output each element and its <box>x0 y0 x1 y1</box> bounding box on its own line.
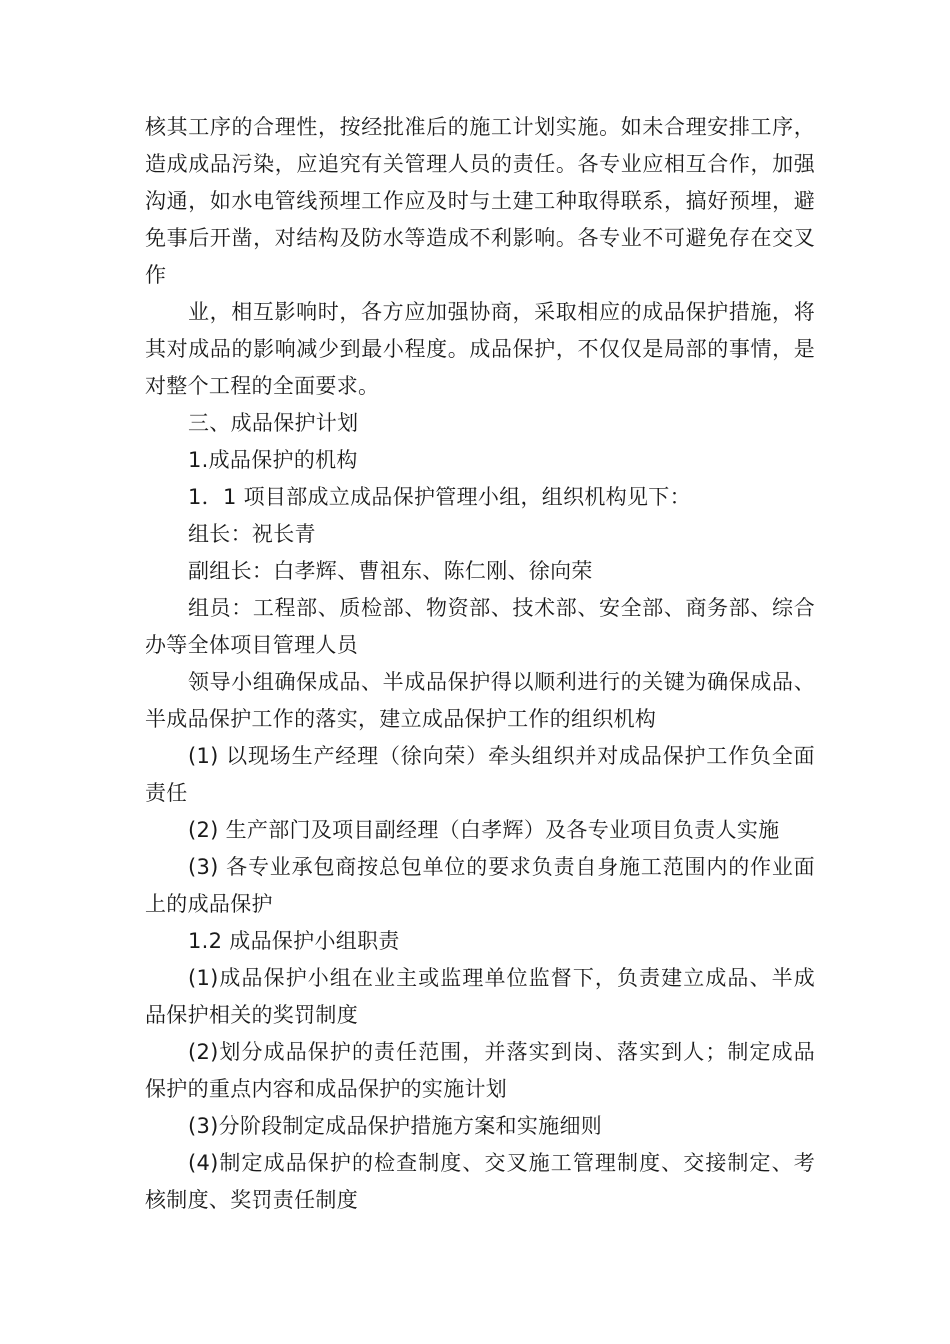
list-item: (4)制定成品保护的检查制度、交叉施工管理制度、交接制定、考核制度、奖罚责任制度 <box>145 1151 815 1212</box>
subsection-heading: 1.成品保护的机构 <box>188 448 358 472</box>
paragraph-mutual-influence: 业，相互影响时，各方应加强协商，采取相应的成品保护措施，将其对成品的影响减少到最小程度。成品保护，不仅仅是局部的事情，是对整个工程的全面要求。 <box>145 300 815 398</box>
paragraph-leadership: 领导小组确保成品、半成品保护得以顺利进行的关键为确保成品、半成品保护工作的落实，建立成品保护工作的组织机构 <box>145 670 815 731</box>
paragraph-leader: 组长：祝长青 <box>188 522 316 546</box>
list-item: (1) 以现场生产经理（徐向荣）牵头组织并对成品保护工作负全面责任 <box>145 744 815 805</box>
document-body <box>145 109 815 1219</box>
subsection-heading: 1.2 成品保护小组职责 <box>188 929 400 953</box>
list-item: (1)成品保护小组在业主或监理单位监督下，负责建立成品、半成品保护相关的奖罚制度 <box>145 966 815 1027</box>
paragraph-members: 组员：工程部、质检部、物资部、技术部、安全部、商务部、综合办等全体项目管理人员 <box>145 596 815 657</box>
paragraph-deputy-leaders: 副组长：白孝辉、曹祖东、陈仁刚、徐向荣 <box>188 559 593 583</box>
list-item: (2) 生产部门及项目副经理（白孝辉）及各专业项目负责人实施 <box>188 818 780 842</box>
paragraph-organization: 1．1 项目部成立成品保护管理小组，组织机构见下： <box>188 485 691 509</box>
list-item: (3) 各专业承包商按总包单位的要求负责自身施工范围内的作业面上的成品保护 <box>145 855 815 916</box>
list-item: (2)划分成品保护的责任范围，并落实到岗、落实到人；制定成品保护的重点内容和成品保护的实施计划 <box>145 1040 815 1101</box>
section-heading: 三、成品保护计划 <box>188 411 359 435</box>
paragraph-continuation: 核其工序的合理性，按经批准后的施工计划实施。如未合理安排工序，造成成品污染，应追究有关管理人员的责任。各专业应相互合作，加强沟通，如水电管线预埋工作应及时与土建工种取得联系，搞好预埋，避免事后开凿，对结构及防水等造成不利影响。各专业不可避免存在交叉作 <box>145 115 815 287</box>
list-item: (3)分阶段制定成品保护措施方案和实施细则 <box>188 1114 603 1138</box>
